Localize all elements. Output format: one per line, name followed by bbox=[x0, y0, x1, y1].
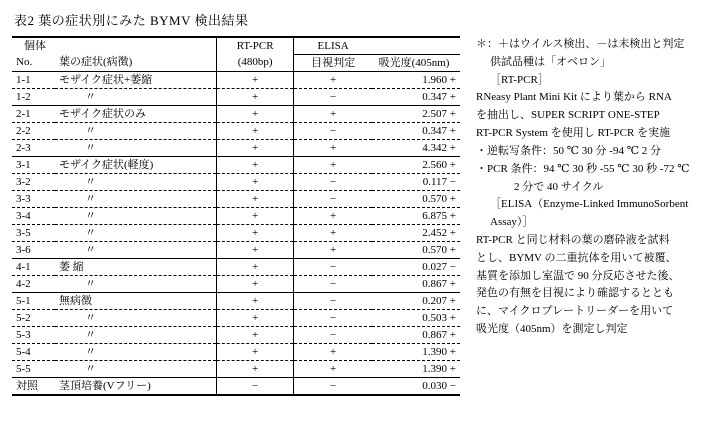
cell-rtpcr-result: + bbox=[217, 361, 294, 378]
note-line: に、マイクロプレートリーダーを用いて bbox=[476, 305, 674, 318]
cell-individual-no: 3-2 bbox=[12, 174, 55, 191]
cell-elisa-visual: − bbox=[294, 89, 372, 106]
cell-individual-no: 4-2 bbox=[12, 276, 55, 293]
table-row bbox=[12, 140, 460, 157]
cell-rtpcr-result: + bbox=[217, 140, 294, 157]
table-row bbox=[12, 344, 460, 361]
symptom-text: 〃 bbox=[84, 90, 96, 103]
note-line: 2 分で 40 サイクル bbox=[514, 180, 604, 193]
cell-symptom bbox=[55, 242, 217, 259]
note-line: ［ELISA（Enzyme-Linked ImmunoSorbent bbox=[490, 198, 689, 211]
header-rtpcr: RT-PCR bbox=[217, 37, 294, 55]
cell-rtpcr-result: + bbox=[217, 89, 294, 106]
note-line: ［RT-PCR］ bbox=[490, 73, 549, 86]
note-line: Assay）］ bbox=[490, 216, 534, 229]
cell-symptom bbox=[55, 259, 217, 276]
cell-symptom bbox=[55, 123, 217, 140]
cell-symptom bbox=[55, 106, 217, 123]
cell-elisa-absorbance: 0.027 − bbox=[372, 259, 460, 276]
table-body bbox=[12, 72, 460, 396]
cell-elisa-absorbance: 2.507 + bbox=[372, 106, 460, 123]
cell-rtpcr-result: + bbox=[217, 327, 294, 344]
cell-individual-no: 3-5 bbox=[12, 225, 55, 242]
cell-elisa-absorbance: 0.347 + bbox=[372, 123, 460, 140]
cell-individual-no: 5-1 bbox=[12, 293, 55, 310]
note-line: 基質を添加し室温で 90 分反応させた後、 bbox=[476, 269, 680, 282]
table-row bbox=[12, 157, 460, 174]
cell-elisa-visual: + bbox=[294, 361, 372, 378]
cell-symptom bbox=[55, 174, 217, 191]
cell-elisa-visual: − bbox=[294, 276, 372, 293]
cell-elisa-absorbance: 1.960 + bbox=[372, 72, 460, 89]
cell-elisa-visual: − bbox=[294, 174, 372, 191]
cell-elisa-visual: + bbox=[294, 344, 372, 361]
table-row bbox=[12, 310, 460, 327]
table-row bbox=[12, 225, 460, 242]
cell-rtpcr-result: − bbox=[217, 378, 294, 396]
cell-elisa-visual: − bbox=[294, 123, 372, 140]
symptom-text: 萎 縮 bbox=[58, 260, 84, 273]
notes-panel bbox=[468, 36, 710, 339]
cell-elisa-visual: − bbox=[294, 310, 372, 327]
cell-elisa-absorbance: 0.570 + bbox=[372, 242, 460, 259]
cell-individual-no: 2-3 bbox=[12, 140, 55, 157]
symptom-text: 〃 bbox=[84, 124, 96, 137]
table-row bbox=[12, 378, 460, 396]
cell-elisa-absorbance: 2.560 + bbox=[372, 157, 460, 174]
cell-symptom bbox=[55, 225, 217, 242]
cell-symptom bbox=[55, 140, 217, 157]
table-row bbox=[12, 327, 460, 344]
cell-elisa-visual: − bbox=[294, 327, 372, 344]
note-line: 吸光度（405nm）を測定し判定 bbox=[476, 323, 628, 335]
cell-elisa-absorbance: 2.452 + bbox=[372, 225, 460, 242]
cell-elisa-absorbance: 0.503 + bbox=[372, 310, 460, 327]
cell-individual-no: 2-2 bbox=[12, 123, 55, 140]
cell-rtpcr-result: + bbox=[217, 259, 294, 276]
symptom-text: 茎頂培養(Vフリー) bbox=[58, 379, 151, 392]
note-line: ・PCR 条件：94 ℃ 30 秒 -55 ℃ 30 秒 -72 ℃ bbox=[476, 162, 690, 175]
note-line: RT-PCR と同じ材料の葉の磨砕液を試料 bbox=[476, 233, 670, 246]
results-table-container bbox=[12, 36, 460, 396]
symptom-text: モザイク症状+萎縮 bbox=[58, 73, 153, 86]
cell-elisa-absorbance: 1.390 + bbox=[372, 344, 460, 361]
cell-elisa-absorbance: 0.347 + bbox=[372, 89, 460, 106]
cell-elisa-absorbance: 0.207 + bbox=[372, 293, 460, 310]
table-header bbox=[12, 37, 460, 72]
cell-rtpcr-result: + bbox=[217, 344, 294, 361]
cell-individual-no: 3-6 bbox=[12, 242, 55, 259]
note-line: とし、BYMV の二重抗体を用いて被覆、 bbox=[476, 251, 677, 264]
cell-elisa-absorbance: 0.867 + bbox=[372, 276, 460, 293]
cell-elisa-absorbance: 1.390 + bbox=[372, 361, 460, 378]
cell-rtpcr-result: + bbox=[217, 72, 294, 89]
cell-elisa-visual: − bbox=[294, 378, 372, 396]
page-title: 表2 葉の症状別にみた BYMV 検出結果 bbox=[14, 13, 249, 28]
cell-elisa-visual: + bbox=[294, 242, 372, 259]
header-individual-no: No. bbox=[12, 55, 55, 72]
cell-individual-no: 5-3 bbox=[12, 327, 55, 344]
table-row bbox=[12, 72, 460, 89]
cell-rtpcr-result: + bbox=[217, 293, 294, 310]
symptom-text: 〃 bbox=[84, 277, 96, 290]
cell-elisa-visual: − bbox=[294, 293, 372, 310]
table-row bbox=[12, 293, 460, 310]
cell-individual-no: 対照 bbox=[12, 378, 55, 396]
symptom-text: 〃 bbox=[84, 362, 96, 375]
note-line: RNeasy Plant Mini Kit により葉から RNA bbox=[476, 91, 672, 104]
cell-individual-no: 5-4 bbox=[12, 344, 55, 361]
cell-symptom bbox=[55, 327, 217, 344]
symptom-text: 〃 bbox=[84, 226, 96, 239]
symptom-text: 〃 bbox=[84, 243, 96, 256]
cell-elisa-visual: + bbox=[294, 140, 372, 157]
header-rtpcr-sub: (480bp) bbox=[217, 55, 294, 72]
cell-rtpcr-result: + bbox=[217, 191, 294, 208]
cell-elisa-visual: + bbox=[294, 225, 372, 242]
cell-rtpcr-result: + bbox=[217, 106, 294, 123]
note-line: 供試品種は「オベロン」 bbox=[490, 55, 611, 68]
header-elisa-right bbox=[372, 37, 460, 55]
header-elisa-left: ELISA bbox=[294, 37, 372, 55]
table-row bbox=[12, 259, 460, 276]
symptom-text: 〃 bbox=[84, 345, 96, 358]
table-header-row-top bbox=[12, 37, 460, 55]
cell-rtpcr-result: + bbox=[217, 157, 294, 174]
table-row bbox=[12, 123, 460, 140]
cell-rtpcr-result: + bbox=[217, 276, 294, 293]
cell-individual-no: 3-1 bbox=[12, 157, 55, 174]
cell-individual-no: 3-3 bbox=[12, 191, 55, 208]
cell-individual-no: 1-2 bbox=[12, 89, 55, 106]
note-line: 発色の有無を目視により確認するととも bbox=[476, 287, 674, 300]
table-row bbox=[12, 361, 460, 378]
header-elisa-visual: 目視判定 bbox=[294, 55, 372, 72]
cell-individual-no: 3-4 bbox=[12, 208, 55, 225]
cell-symptom bbox=[55, 89, 217, 106]
cell-individual-no: 4-1 bbox=[12, 259, 55, 276]
note-line: RT-PCR System を使用し RT-PCR を実施 bbox=[476, 127, 671, 140]
symptom-text: モザイク症状(軽度) bbox=[58, 158, 154, 171]
cell-symptom bbox=[55, 361, 217, 378]
cell-symptom bbox=[55, 344, 217, 361]
cell-symptom bbox=[55, 310, 217, 327]
header-elisa-absorbance: 吸光度(405nm) bbox=[372, 55, 460, 72]
cell-symptom bbox=[55, 72, 217, 89]
symptom-text: 〃 bbox=[84, 209, 96, 222]
cell-elisa-visual: + bbox=[294, 106, 372, 123]
header-individual: 個体 bbox=[12, 37, 55, 55]
cell-elisa-absorbance: 0.117 − bbox=[372, 174, 460, 191]
table-row bbox=[12, 242, 460, 259]
cell-elisa-absorbance: 4.342 + bbox=[372, 140, 460, 157]
cell-elisa-visual: + bbox=[294, 208, 372, 225]
symptom-text: 〃 bbox=[84, 192, 96, 205]
cell-individual-no: 2-1 bbox=[12, 106, 55, 123]
table-row bbox=[12, 191, 460, 208]
table-row bbox=[12, 89, 460, 106]
cell-elisa-visual: + bbox=[294, 157, 372, 174]
cell-symptom bbox=[55, 293, 217, 310]
table-row bbox=[12, 208, 460, 225]
header-symptom: 葉の症状(病徴) bbox=[55, 55, 217, 72]
symptom-text: 〃 bbox=[84, 311, 96, 324]
note-line: ・逆転写条件：50 ℃ 30 分 -94 ℃ 2 分 bbox=[476, 144, 662, 157]
table-row bbox=[12, 106, 460, 123]
cell-symptom bbox=[55, 208, 217, 225]
cell-elisa-absorbance: 0.570 + bbox=[372, 191, 460, 208]
cell-symptom bbox=[55, 378, 217, 396]
symptom-text: 〃 bbox=[84, 141, 96, 154]
cell-elisa-absorbance: 0.030 − bbox=[372, 378, 460, 396]
note-line: ＊：＋はウイルス検出、－は未検出と判定 bbox=[476, 38, 685, 50]
cell-individual-no: 5-5 bbox=[12, 361, 55, 378]
results-table bbox=[12, 36, 460, 396]
cell-elisa-absorbance: 6.875 + bbox=[372, 208, 460, 225]
symptom-text: モザイク症状のみ bbox=[58, 107, 146, 120]
table-header-row-bottom bbox=[12, 55, 460, 72]
cell-rtpcr-result: + bbox=[217, 310, 294, 327]
note-line: を抽出し、SUPER SCRIPT ONE-STEP bbox=[476, 109, 660, 122]
header-symptom-blank bbox=[55, 37, 217, 55]
cell-rtpcr-result: + bbox=[217, 208, 294, 225]
cell-elisa-absorbance: 0.867 + bbox=[372, 327, 460, 344]
cell-rtpcr-result: + bbox=[217, 174, 294, 191]
cell-symptom bbox=[55, 276, 217, 293]
cell-symptom bbox=[55, 191, 217, 208]
symptom-text: 〃 bbox=[84, 328, 96, 341]
cell-elisa-visual: − bbox=[294, 259, 372, 276]
symptom-text: 〃 bbox=[84, 175, 96, 188]
cell-individual-no: 1-1 bbox=[12, 72, 55, 89]
cell-rtpcr-result: + bbox=[217, 242, 294, 259]
table-row bbox=[12, 276, 460, 293]
cell-elisa-visual: + bbox=[294, 72, 372, 89]
cell-symptom bbox=[55, 157, 217, 174]
cell-elisa-visual: − bbox=[294, 191, 372, 208]
cell-rtpcr-result: + bbox=[217, 123, 294, 140]
symptom-text: 無病徴 bbox=[58, 294, 92, 307]
cell-individual-no: 5-2 bbox=[12, 310, 55, 327]
table-row bbox=[12, 174, 460, 191]
cell-rtpcr-result: + bbox=[217, 225, 294, 242]
